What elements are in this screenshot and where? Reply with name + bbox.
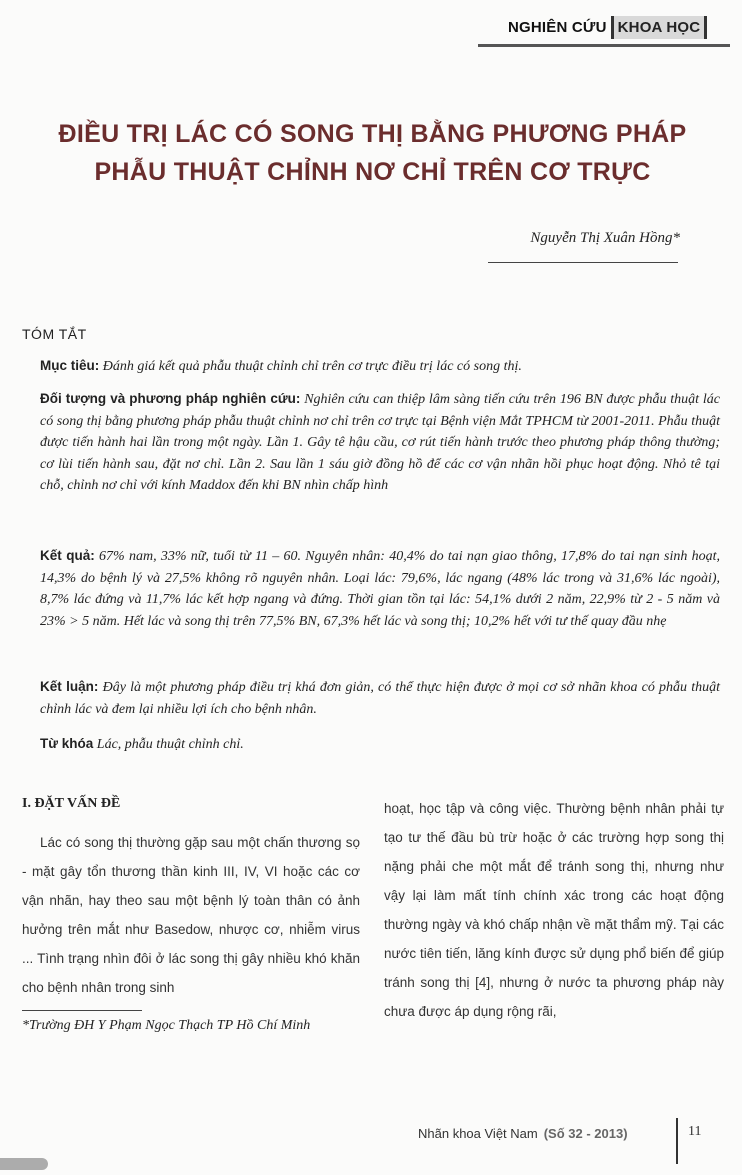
body-column-left: Lác có song thị thường gặp sau một chấn thương sọ - mặt gây tổn thương thần kinh III, IV, VI hoặc các cơ vận nhãn, hay theo sau một bệnh lý toàn thân có ảnh hưởng trên mắt như Basedow, nhược cơ, nhiễm virus ... Tình trạng nhìn đôi ở lác song thị gây nhiều khó khăn cho bệnh nhân trong sinh	[22, 835, 360, 995]
author-name: Nguyễn Thị Xuân Hồng*	[530, 230, 680, 246]
conclusion-label: Kết luận:	[40, 679, 99, 694]
abstract-results	[20, 545, 720, 632]
results-label: Kết quả:	[40, 548, 95, 563]
author-rule	[488, 262, 678, 263]
abstract-keywords	[20, 733, 720, 756]
conclusion-text: Đây là một phương pháp điều trị khá đơn giản, có thể thực hiện được ở mọi cơ sở nhãn khoa có phẫu thuật chỉnh lác và đem lại nhiều lợi ích cho bệnh nhân.	[40, 680, 720, 717]
methods-text: Nghiên cứu can thiệp lâm sàng tiến cứu trên 196 BN được phẫu thuật lác có song thị bằng phương pháp phẫu thuật chỉnh nơ chỉ trên cơ trực tại Bệnh viện Mắt TPHCM từ 2001-2011. Phẫu thuật được tiến hành hai lần trong một ngày. Lần 1. Gây tê hậu cầu, cơ rút tiến hành trước theo phương pháp thông thường; cơ lùi tiến hành sau, đặt nơ chỉ. Lần 2. Sau lần 1 sáu giờ đồng hồ để các cơ vận nhãn hồi phục hoạt động. Nhỏ tê tại chỗ, chỉnh nơ chỉ với kính Maddox đến khi BN nhìn chấp hình	[40, 392, 720, 493]
journal-footer	[418, 1126, 628, 1141]
objective-label: Mục tiêu:	[40, 358, 100, 373]
scan-smudge	[0, 1158, 48, 1170]
section-tag-part1: NGHIÊN CỨU	[508, 18, 607, 36]
page-divider	[676, 1118, 678, 1164]
header-rule	[478, 44, 730, 47]
abstract-objective	[20, 355, 720, 378]
keywords-label: Từ khóa	[40, 736, 94, 751]
article-title	[40, 115, 705, 191]
section-heading: I. ĐẶT VẤN ĐỀ	[22, 796, 121, 811]
objective-text: Đánh giá kết quả phẫu thuật chỉnh chỉ trên cơ trực điều trị lác có song thị.	[102, 359, 522, 374]
title-line-2: PHẪU THUẬT CHỈNH NƠ CHỈ TRÊN CƠ TRỰC	[94, 158, 651, 186]
results-text: 67% nam, 33% nữ, tuổi từ 11 – 60. Nguyên nhân: 40,4% do tai nạn giao thông, 17,8% do tai nạn sinh hoạt, 14,3% do bệnh lý và 27,5% không rõ nguyên nhân. Loại lác: 79,6%, lác ngang (48% lác trong và 31,6% lác ngoài), 8,7% lác đứng và 11,7% lác kết hợp ngang và đứng. Thời gian tồn tại lác: 54,1% dưới 2 năm, 22,9% từ 2 - 5 năm và 23% > 5 năm. Hết lác và song thị trên 77,5% BN, 67,3% hết lác và song thị; 10,2% hết với tư thế quay đầu nhẹ	[40, 549, 720, 629]
journal-issue: (Số 32 - 2013)	[543, 1126, 628, 1141]
section-tag	[508, 12, 730, 42]
page-number: 11	[688, 1124, 702, 1139]
methods-label: Đối tượng và phương pháp nghiên cứu:	[40, 391, 301, 406]
keywords-text: Lác, phẫu thuật chỉnh chỉ.	[96, 737, 244, 752]
author-affiliation-footnote: *Trường ĐH Y Phạm Ngọc Thạch TP Hồ Chí Minh	[22, 1018, 311, 1033]
title-line-1: ĐIỀU TRỊ LÁC CÓ SONG THỊ BẰNG PHƯƠNG PHÁP	[58, 120, 687, 148]
abstract-conclusion	[20, 676, 720, 720]
journal-name: Nhãn khoa Việt Nam	[418, 1126, 538, 1141]
abstract-heading: TÓM TẮT	[22, 326, 87, 342]
section-tag-part2: KHOA HỌC	[611, 16, 708, 39]
footnote-rule	[22, 1010, 142, 1011]
body-column-right: hoạt, học tập và công việc. Thường bệnh nhân phải tự tạo tư thế đầu bù trừ hoặc ở các trường hợp song thị nặng phải che một mắt để tránh song thị, nhưng như vậy lại làm mất tính chính xác trong các hoạt động thường ngày và khó chấp nhận về mặt thẩm mỹ. Tại các nước tiên tiến, lăng kính được sử dụng phổ biến để giúp tránh song thị [4], nhưng ở nước ta phương pháp này chưa được áp dụng rộng rãi,	[384, 801, 724, 1019]
abstract-methods	[20, 388, 720, 497]
